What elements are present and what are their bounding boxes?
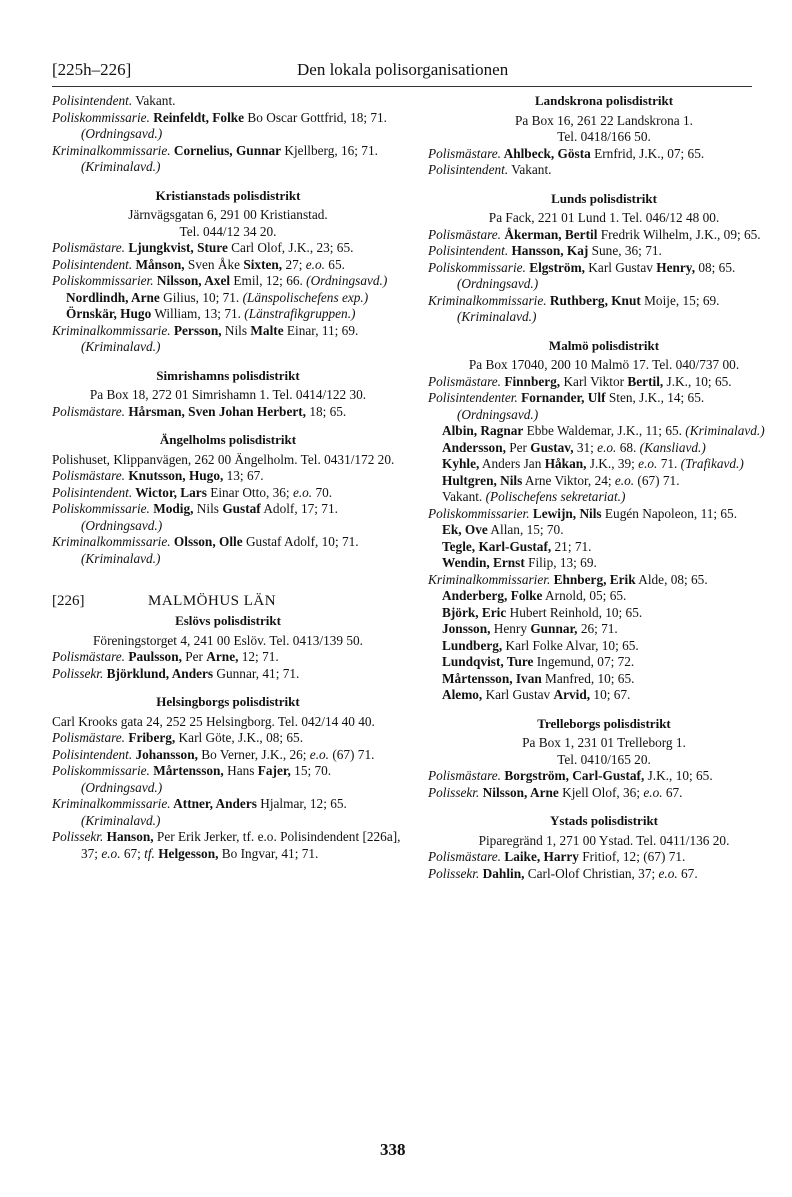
department-note: (Kriminalavd.) — [81, 550, 161, 566]
entry-text: Arne Viktor, 24; — [522, 472, 615, 488]
sub-entry — [442, 423, 780, 440]
official-entry — [52, 796, 404, 829]
district-heading: Trelleborgs polisdistrikt — [537, 715, 671, 731]
official-title: Polissekr. — [52, 665, 104, 681]
official-title: Polismästare. — [428, 849, 502, 864]
official-name: Ek, Ove — [442, 522, 488, 537]
entry-text: J.K., 10; 65. — [644, 768, 713, 783]
official-entry — [428, 293, 780, 326]
county-number: [226] — [52, 593, 85, 609]
entry-text: Kjell Olof, 36; — [558, 784, 644, 800]
district-address: Carl Krooks gata 24, 252 25 Helsingborg. Tel. 042/14 40 40. — [52, 713, 375, 729]
official-name: Tegle, Karl-Gustaf, — [442, 538, 552, 554]
running-header — [52, 60, 752, 82]
official-name: Arvid, — [553, 687, 591, 702]
official-title: Kriminalkommissarie. — [52, 796, 171, 811]
entry-text: William, 13; 71. — [151, 306, 245, 321]
department-note: (Länstrafikgruppen.) — [244, 306, 356, 321]
department-note: e.o. — [597, 439, 617, 455]
sub-entry — [442, 489, 780, 506]
official-name: Hansson, Kaj — [508, 243, 589, 258]
entry-text: Karl Folke Alvar, 10; 65. — [502, 637, 639, 653]
official-title: Polisintendent. — [52, 484, 133, 500]
official-title: Polismästare. — [52, 649, 126, 664]
official-name: Lewijn, Nils — [529, 505, 602, 521]
entry-text: Sten, J.K., 14; 65. — [605, 390, 705, 405]
entry-text: (67) 71. — [329, 746, 375, 762]
entry-text: Karl Viktor — [560, 373, 628, 389]
official-name: Olsson, Olle — [170, 534, 243, 549]
department-note: e.o. — [638, 456, 658, 471]
official-name: Henry, — [656, 259, 696, 275]
page-number: 338 — [380, 1140, 406, 1159]
official-name: Borgström, Carl-Gustaf, — [501, 768, 645, 783]
official-entry — [428, 768, 780, 785]
entry-text: Gilius, 10; 71. — [159, 289, 243, 305]
official-entry — [428, 849, 780, 866]
official-entry — [428, 162, 780, 179]
entry-text: 10; 67. — [590, 687, 631, 702]
sub-entry — [442, 555, 780, 572]
official-entry — [52, 110, 404, 143]
entry-text: 21; 71. — [551, 538, 592, 554]
district-heading: Eslövs polisdistrikt — [175, 613, 281, 628]
official-title: Kriminalkommissarier. — [428, 571, 551, 587]
entry-text: Kjellberg, 16; 71. — [281, 142, 378, 158]
official-title: Polisintendent. — [52, 93, 133, 108]
official-name: Sixten, — [243, 256, 283, 272]
official-title: Polisintendent. — [428, 243, 509, 258]
official-title: Poliskommissarie. — [52, 763, 150, 778]
district-address: Pa Box 16, 261 22 Landskrona 1. — [514, 112, 693, 128]
official-name: Hanson, — [103, 829, 154, 844]
official-title: Polismästare. — [52, 730, 126, 745]
official-title: Poliskommissarier. — [52, 273, 154, 288]
official-name: Björklund, Anders — [103, 665, 214, 681]
entry-text: J.K., 39; — [586, 456, 639, 471]
entry-text: Carl Olof, J.K., 23; 65. — [227, 240, 354, 255]
entry-text: Gustaf Adolf, 10; 71. — [242, 534, 359, 549]
department-note: e.o. — [643, 784, 663, 800]
department-note: e.o. — [101, 845, 121, 861]
official-title: Polismästare. — [428, 373, 502, 389]
entry-text: Bo Oscar Gottfrid, 18; 71. — [244, 109, 388, 125]
department-note: (Kansliavd.) — [639, 439, 706, 455]
official-name: Mårtensson, Ivan — [442, 670, 542, 686]
official-entry — [52, 468, 404, 485]
district-address: Järnvägsgatan 6, 291 00 Kristianstad. — [128, 207, 328, 222]
entry-text: 15; 70. — [290, 763, 332, 778]
department-note: e.o. — [614, 472, 635, 488]
county-name: MALMÖHUS LÄN — [148, 593, 277, 609]
official-name: Fornander, Ulf — [517, 390, 606, 405]
official-entry — [52, 323, 404, 356]
official-name: Gustaf — [222, 501, 261, 516]
official-name: Nilsson, Axel — [153, 273, 231, 288]
entry-text: 68. — [616, 439, 640, 455]
header-rule — [52, 86, 752, 87]
official-entry — [52, 273, 404, 290]
department-note: e.o. — [309, 746, 329, 762]
entry-text: Per — [505, 439, 531, 455]
left-column — [52, 93, 404, 862]
sub-entry — [442, 687, 780, 704]
entry-text: Einar, 11; 69. — [283, 322, 359, 338]
official-entry — [428, 260, 780, 293]
official-entry — [428, 785, 780, 802]
official-name: Wictor, Lars — [132, 484, 207, 500]
entry-text: Emil, 12; 66. — [230, 273, 307, 288]
entry-text: Sven Åke — [184, 256, 244, 272]
official-name: Reinfeldt, Folke — [149, 109, 245, 125]
department-note: (Kriminalavd.) — [81, 159, 161, 174]
official-title: Polisintendent. — [428, 162, 509, 177]
entry-text: Karl Göte, J.K., 08; 65. — [175, 730, 304, 745]
official-title: Poliskommissarier. — [428, 505, 530, 521]
district-address: Tel. 0410/165 20. — [557, 751, 651, 767]
official-entry — [52, 404, 404, 421]
official-entry — [52, 829, 404, 862]
official-entry — [52, 763, 404, 796]
official-name: Arne, — [206, 649, 239, 664]
district-heading: Lunds polisdistrikt — [551, 190, 657, 206]
official-entry — [428, 374, 780, 391]
entry-text: Hjalmar, 12; 65. — [256, 796, 347, 811]
sub-entry — [442, 522, 780, 539]
official-title: Poliskommissarie. — [52, 501, 150, 516]
official-name: Knutsson, Hugo, — [125, 468, 224, 483]
department-note: e.o. — [305, 256, 325, 272]
entry-text: Moije, 15; 69. — [640, 292, 720, 308]
entry-text: J.K., 10; 65. — [663, 373, 732, 389]
official-name: Jonsson, — [442, 621, 491, 636]
official-name: Nordlindh, Arne — [66, 289, 160, 305]
entry-text: Manfred, 10; 65. — [541, 670, 635, 686]
official-title: Polismästare. — [428, 226, 502, 242]
department-note: (Ordningsavd.) — [81, 779, 163, 795]
official-entry — [428, 390, 780, 423]
official-name: Nilsson, Arne — [479, 784, 559, 800]
official-name: Ruthberg, Knut — [546, 292, 641, 308]
official-title: Poliskommissarie. — [52, 109, 150, 125]
entry-text: 71. — [657, 456, 681, 471]
official-name: Kyhle, — [442, 456, 480, 471]
official-entry — [52, 747, 404, 764]
official-name: Fajer, — [257, 763, 291, 778]
entry-text: 18; 65. — [306, 403, 347, 419]
entry-text: 13; 67. — [223, 468, 264, 483]
department-note: (Ordningsavd.) — [306, 273, 388, 288]
district-address: Tel. 044/12 34 20. — [179, 223, 277, 239]
official-entry — [52, 485, 404, 502]
entry-text: 67. — [677, 865, 698, 881]
entry-text: (67) 71. — [634, 472, 680, 488]
department-note: (Länspolischefens exp.) — [242, 289, 369, 305]
official-name: Wendin, Ernst — [442, 555, 525, 570]
district-address: Pa Box 17040, 200 10 Malmö 17. Tel. 040/737 00. — [468, 357, 740, 372]
department-note: (Kriminalavd.) — [81, 812, 161, 828]
district-address: Pa Box 1, 231 01 Trelleborg 1. — [522, 735, 686, 750]
entry-text: Per Erik Jerker, tf. e.o. Polisindendent [226a], 37; — [81, 829, 401, 861]
official-name: Andersson, — [442, 439, 506, 455]
official-name: Laike, Harry — [501, 849, 579, 864]
department-note: (Kriminalavd.) — [81, 339, 161, 354]
district-address: Föreningstorget 4, 241 00 Eslöv. Tel. 0413/139 50. — [93, 632, 363, 648]
official-entry — [52, 534, 404, 567]
official-name: Månson, — [132, 256, 185, 272]
entry-text: 67; — [120, 845, 145, 861]
official-title: Polissekr. — [52, 829, 104, 844]
entry-text: Karl Gustav — [584, 259, 657, 275]
sub-entry — [442, 671, 780, 688]
entry-text: Hubert Reinhold, 10; 65. — [506, 604, 643, 620]
page-title: Den lokala polisorganisationen — [297, 60, 509, 79]
official-title: Polismästare. — [52, 240, 126, 255]
official-title: Poliskommissarie. — [428, 259, 526, 275]
district-address: Pa Box 18, 272 01 Simrishamn 1. Tel. 0414/122 30. — [89, 387, 367, 402]
entry-text: Ingemund, 07; 72. — [533, 654, 635, 669]
district-address: Polishuset, Klippanvägen, 262 00 Ängelholm. Tel. 0431/172 20. — [52, 451, 395, 467]
official-name: Paulsson, — [125, 649, 182, 664]
official-name: Gunnar, — [530, 621, 578, 636]
sub-entry — [442, 621, 780, 638]
official-entry — [428, 227, 780, 244]
official-name: Bertil, — [627, 373, 664, 389]
department-note: (Ordningsavd.) — [81, 126, 163, 141]
official-entry — [52, 730, 404, 747]
entry-text: 70. — [312, 484, 333, 500]
entry-text: Fredrik Wilhelm, J.K., 09; 65. — [597, 226, 761, 242]
official-entry — [52, 649, 404, 666]
entry-text: Nils — [221, 322, 251, 338]
entry-text: 65. — [324, 256, 345, 272]
sub-entry — [442, 456, 780, 473]
official-name: Elgström, — [525, 259, 585, 275]
entry-text: Bo Verner, J.K., 26; — [197, 746, 310, 762]
department-note: (Trafikavd.) — [680, 456, 744, 471]
official-name: Finnberg, — [501, 373, 561, 389]
official-name: Ahlbeck, Gösta — [501, 145, 591, 161]
official-name: Friberg, — [125, 730, 176, 745]
official-entry — [52, 257, 404, 274]
entry-text: Ernfrid, J.K., 07; 65. — [590, 145, 705, 161]
official-name: Mårtensson, — [149, 763, 224, 778]
entry-text: 67. — [662, 784, 683, 800]
official-title: Polissekr. — [428, 784, 480, 800]
official-name: Anderberg, Folke — [442, 588, 543, 603]
sub-entry — [442, 440, 780, 457]
entry-text: Per — [181, 649, 207, 664]
official-name: Åkerman, Bertil — [501, 226, 598, 242]
official-entry — [52, 501, 404, 534]
official-name: Hårsman, Sven Johan Herbert, — [125, 403, 306, 419]
official-name: Attner, Anders — [170, 796, 257, 811]
entry-text: Vakant. — [132, 93, 176, 108]
entry-text: Allan, 15; 70. — [487, 522, 564, 537]
entry-text: Anders Jan — [479, 456, 545, 471]
department-note: e.o. — [658, 865, 678, 881]
official-entry — [52, 666, 404, 683]
entry-text: Nils — [193, 501, 223, 516]
official-name: Gustav, — [530, 439, 574, 455]
official-name: Hultgren, Nils — [442, 472, 523, 488]
entry-text: Henry — [490, 621, 531, 636]
department-note: (Polischefens sekretariat.) — [485, 489, 626, 504]
official-title: Kriminalkommissarie. — [52, 142, 171, 158]
department-note: (Kriminalavd.) — [685, 423, 765, 438]
official-title: Polissekr. — [428, 865, 480, 881]
entry-text: Bo Ingvar, 41; 71. — [218, 845, 319, 861]
entry-text: Hans — [223, 763, 258, 778]
official-name: Lundqvist, Ture — [442, 654, 534, 669]
sub-entry — [442, 588, 780, 605]
sub-entry — [66, 306, 404, 323]
department-note: (Kriminalavd.) — [457, 309, 537, 324]
official-name: Lundberg, — [442, 637, 503, 653]
entry-text: 26; 71. — [577, 621, 618, 636]
department-note: tf. — [144, 845, 155, 861]
official-entry — [428, 572, 780, 589]
official-title: Polismästare. — [428, 145, 502, 161]
official-title: Polisintendenter. — [428, 390, 518, 405]
district-address: Pa Fack, 221 01 Lund 1. Tel. 046/12 48 00. — [488, 210, 720, 225]
official-name: Håkan, — [544, 456, 587, 471]
district-heading: Helsingborgs polisdistrikt — [156, 694, 300, 709]
official-entry — [428, 866, 780, 883]
entry-text: 27; — [282, 256, 306, 272]
sub-entry — [442, 654, 780, 671]
sub-entry — [66, 290, 404, 307]
official-title: Polisintendent. — [52, 256, 133, 272]
entry-text: Eugén Napoleon, 11; 65. — [601, 505, 738, 521]
official-title: Polismästare. — [52, 468, 126, 483]
official-name: Dahlin, — [479, 865, 525, 881]
official-name: Ljungkvist, Sture — [125, 240, 228, 255]
department-note: (Ordningsavd.) — [457, 406, 539, 422]
entry-text: Adolf, 17; 71. — [260, 501, 338, 516]
district-heading: Ystads polisdistrikt — [550, 813, 658, 828]
official-title: Kriminalkommissarie. — [52, 534, 171, 549]
official-entry — [52, 93, 404, 110]
official-name: Björk, Eric — [442, 604, 507, 620]
entry-text: Ebbe Waldemar, J.K., 11; 65. — [523, 423, 686, 438]
entry-text: Arnold, 05; 65. — [542, 588, 627, 603]
entry-text: Karl Gustav — [482, 687, 554, 702]
district-heading: Malmö polisdistrikt — [548, 337, 660, 353]
entry-text: Einar Otto, 36; — [206, 484, 293, 500]
district-heading: Simrishamns polisdistrikt — [156, 367, 300, 383]
sub-entry — [442, 605, 780, 622]
official-name: Cornelius, Gunnar — [170, 142, 282, 158]
official-title: Kriminalkommissarie. — [52, 322, 171, 338]
entry-text: 12; 71. — [238, 649, 279, 664]
official-name: Ehnberg, Erik — [550, 571, 636, 587]
official-title: Polismästare. — [428, 768, 502, 783]
official-entry — [428, 506, 780, 523]
sub-entry — [442, 539, 780, 556]
entry-text: Vakant. — [442, 489, 486, 504]
entry-text: Vakant. — [508, 162, 552, 177]
official-entry — [52, 143, 404, 176]
sub-entry — [442, 473, 780, 490]
entry-text: Gunnar, 41; 71. — [213, 665, 300, 681]
department-note: (Ordningsavd.) — [81, 517, 163, 533]
entry-text: Filip, 13; 69. — [524, 555, 597, 570]
entry-text: 31; — [573, 439, 598, 455]
entry-text: Fritiof, 12; (67) 71. — [578, 849, 686, 864]
official-name: Albin, Ragnar — [442, 423, 524, 438]
entry-text: 08; 65. — [695, 259, 736, 275]
district-heading: Landskrona polisdistrikt — [534, 93, 674, 108]
official-name: Örnskär, Hugo — [66, 306, 152, 321]
official-entry — [52, 240, 404, 257]
entry-text: Alde, 08; 65. — [635, 571, 708, 587]
district-heading: Kristianstads polisdistrikt — [155, 187, 301, 203]
official-name: Alemo, — [442, 687, 483, 702]
district-heading: Ängelholms polisdistrikt — [159, 432, 297, 447]
official-name: Malte — [250, 322, 284, 338]
official-name: Modig, — [149, 501, 194, 516]
department-note: e.o. — [292, 484, 313, 500]
sub-entry — [442, 638, 780, 655]
official-name: Johansson, — [132, 746, 198, 762]
official-title: Kriminalkommissarie. — [428, 292, 547, 308]
right-column — [428, 93, 780, 882]
entry-text: Carl-Olof Christian, 37; — [524, 865, 659, 881]
official-name: Persson, — [170, 322, 222, 338]
official-name: Helgesson, — [154, 845, 219, 861]
official-title: Polismästare. — [52, 403, 126, 419]
entry-text: Sune, 36; 71. — [588, 243, 662, 258]
department-note: (Ordningsavd.) — [457, 276, 539, 291]
district-address: Piparegränd 1, 271 00 Ystad. Tel. 0411/136 20. — [478, 832, 730, 848]
district-address: Tel. 0418/166 50. — [557, 129, 651, 144]
section-reference: [225h–226] — [52, 60, 132, 79]
official-entry — [428, 146, 780, 163]
official-title: Polisintendent. — [52, 746, 133, 762]
county-heading — [52, 593, 404, 613]
official-entry — [428, 243, 780, 260]
